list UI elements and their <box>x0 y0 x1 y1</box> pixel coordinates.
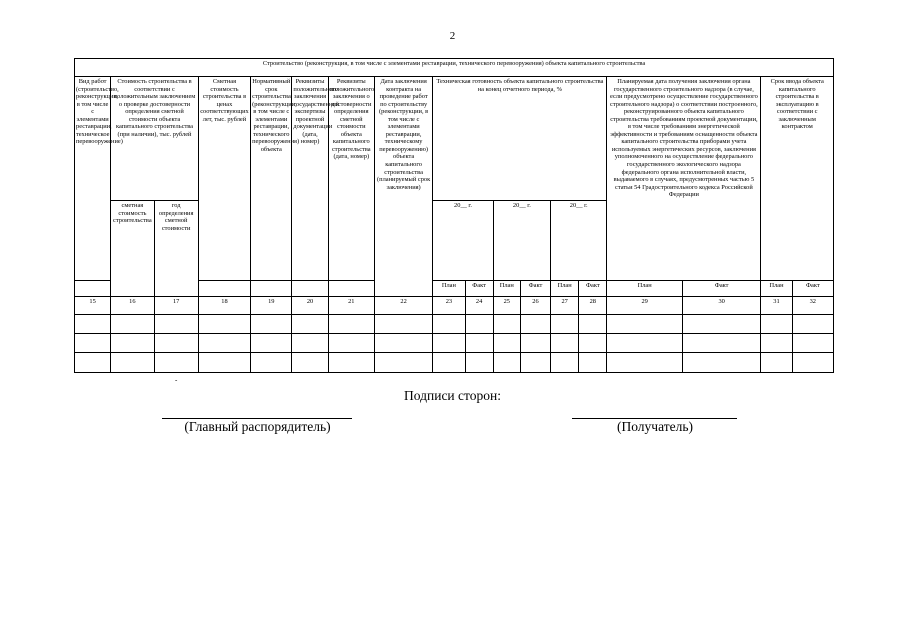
header-col-18: Сметная стоимость строительства в ценах соответствующих лет, тыс. рублей <box>198 77 250 281</box>
table-cell <box>792 353 833 373</box>
plan-header-29: План <box>607 281 682 297</box>
table-cell <box>154 334 198 353</box>
column-number-row <box>75 297 834 315</box>
table-cell <box>198 353 250 373</box>
table-cell <box>761 353 792 373</box>
header-col-17: год определения сметной стоимости <box>154 201 198 297</box>
table-cell <box>792 315 833 334</box>
column-number: 16 <box>111 297 154 315</box>
table-row <box>75 315 834 334</box>
column-number: 24 <box>465 297 493 315</box>
table-cell <box>761 315 792 334</box>
column-number: 25 <box>493 297 520 315</box>
table-cell <box>251 353 292 373</box>
column-number: 19 <box>251 297 292 315</box>
header-col-18-cont <box>198 281 250 297</box>
table-cell <box>682 353 761 373</box>
header-col-21: Реквизиты положительного заключения о достоверности определения сметной стоимости объекта капитального строительства (дата, номер) <box>328 77 374 281</box>
header-col-15: Вид работ (строительство, реконструкция, в том числе с элементами реставрации, техническое перевооружение) <box>75 77 111 281</box>
fact-header-32: Факт <box>792 281 833 297</box>
table-cell <box>292 334 328 353</box>
table-cell <box>579 315 607 334</box>
table-cell <box>111 315 154 334</box>
column-number: 17 <box>154 297 198 315</box>
year-label-2: 20__ г. <box>493 201 550 281</box>
table-cell <box>198 315 250 334</box>
table-cell <box>251 334 292 353</box>
header-col-22: Дата заключения контракта на проведение работ по строительству (реконструкции, в том числе с элементами реставрации, техническому перевооружению) объекта капитального строительства (планируемый срок заключения) <box>374 77 432 297</box>
fact-header-28: Факт <box>579 281 607 297</box>
column-number: 27 <box>551 297 579 315</box>
header-col-31-32: Срок ввода объекта капитального строительства в эксплуатацию в соответствии с заключенным контрактом <box>761 77 834 281</box>
table-cell <box>682 315 761 334</box>
table-cell <box>465 315 493 334</box>
table-cell <box>465 334 493 353</box>
table-cell <box>579 353 607 373</box>
table-cell <box>111 334 154 353</box>
table-cell <box>328 315 374 334</box>
year-label-3: 20__ г. <box>551 201 607 281</box>
header-col-29-30: Планируемая дата получения заключения органа государственного строительного надзора (в случае, если предусмотрено осуществление государственного строительного надзора) о соответствии построенного, реконструированного объекта капитального строительства требованиям проектной документации, в том числе требованиям энергетической эффективности и требованиям оснащенности объекта капитального строительства приборами учета используемых энергетических ресурсов, заключения уполномоченного на осуществление федерального государственного экологического надзора федерального органа исполнительной власти, выдаваемого в случаях, предусмотренных частью 5 статьи 54 Градостроительного кодекса Российской Федерации <box>607 77 761 281</box>
table-cell <box>292 315 328 334</box>
table-cell <box>374 353 432 373</box>
column-number: 30 <box>682 297 761 315</box>
table-cell <box>75 334 111 353</box>
table-row <box>75 334 834 353</box>
header-col-19: Нормативный срок строительства (реконструкции, в том числе с элементами реставрации, технического перевооружения) объекта <box>251 77 292 281</box>
table-cell <box>792 334 833 353</box>
header-col-19-cont <box>251 281 292 297</box>
table-cell <box>465 353 493 373</box>
table-cell <box>551 315 579 334</box>
construction-table <box>74 58 834 373</box>
signatures-title: Подписи сторон: <box>404 388 501 403</box>
table-cell <box>198 334 250 353</box>
table-cell <box>75 353 111 373</box>
table-cell <box>154 315 198 334</box>
column-number: 31 <box>761 297 792 315</box>
table-cell <box>493 353 520 373</box>
column-number: 20 <box>292 297 328 315</box>
plan-header-27: План <box>551 281 579 297</box>
table-row <box>75 353 834 373</box>
page-number: 2 <box>449 30 456 42</box>
header-col-21-cont <box>328 281 374 297</box>
table-cell <box>607 353 682 373</box>
table-cell <box>154 353 198 373</box>
table-cell <box>433 315 465 334</box>
header-col-20: Реквизиты положительного заключения государственной экспертизы проектной документации (дата, номер) <box>292 77 328 281</box>
table-cell <box>111 353 154 373</box>
table-cell <box>551 334 579 353</box>
fact-header-24: Факт <box>465 281 493 297</box>
header-col-23-28: Техническая готовность объекта капитального строительства на конец отчетного периода, % <box>433 77 607 201</box>
fact-header-30: Факт <box>682 281 761 297</box>
header-col-16: сметная стоимость строительства <box>111 201 154 297</box>
left-signatory-role: (Главный распорядитель) <box>184 419 331 434</box>
table-cell <box>328 353 374 373</box>
header-col-20-cont <box>292 281 328 297</box>
column-number: 32 <box>792 297 833 315</box>
table-cell <box>520 334 550 353</box>
table-title: Строительство (реконструкция, в том числе с элементами реставрации, технического перевооружения) объекта капитального строительства <box>75 59 834 77</box>
table-cell <box>520 315 550 334</box>
year-label-1: 20__ г. <box>433 201 493 281</box>
fact-header-26: Факт <box>520 281 550 297</box>
table-cell <box>374 315 432 334</box>
table-cell <box>433 353 465 373</box>
right-signatory-role: (Получатель) <box>616 419 694 434</box>
column-number: 18 <box>198 297 250 315</box>
table-cell <box>579 334 607 353</box>
table-cell <box>251 315 292 334</box>
plan-header-31: План <box>761 281 792 297</box>
table-cell <box>493 315 520 334</box>
table-cell <box>374 334 432 353</box>
column-number: 28 <box>579 297 607 315</box>
table-cell <box>682 334 761 353</box>
plan-header-25: План <box>493 281 520 297</box>
table-cell <box>551 353 579 373</box>
column-number: 22 <box>374 297 432 315</box>
table-cell <box>520 353 550 373</box>
table-cell <box>433 334 465 353</box>
header-col-16-17: Стоимость строительства в соответствии с положительным заключением о проверке достоверности определения сметной стоимости объекта капитального строительства (при наличии), тыс. рублей <box>111 77 199 201</box>
column-number: 23 <box>433 297 465 315</box>
plan-header-23: План <box>433 281 465 297</box>
column-number: 26 <box>520 297 550 315</box>
column-number: 15 <box>75 297 111 315</box>
table-cell <box>607 315 682 334</box>
table-cell <box>292 353 328 373</box>
column-number: 29 <box>607 297 682 315</box>
table-cell <box>761 334 792 353</box>
table-cell <box>328 334 374 353</box>
header-col-15-cont <box>75 281 111 297</box>
table-cell <box>493 334 520 353</box>
table-cell <box>607 334 682 353</box>
scan-mark: - <box>175 376 178 384</box>
column-number: 21 <box>328 297 374 315</box>
table-cell <box>75 315 111 334</box>
